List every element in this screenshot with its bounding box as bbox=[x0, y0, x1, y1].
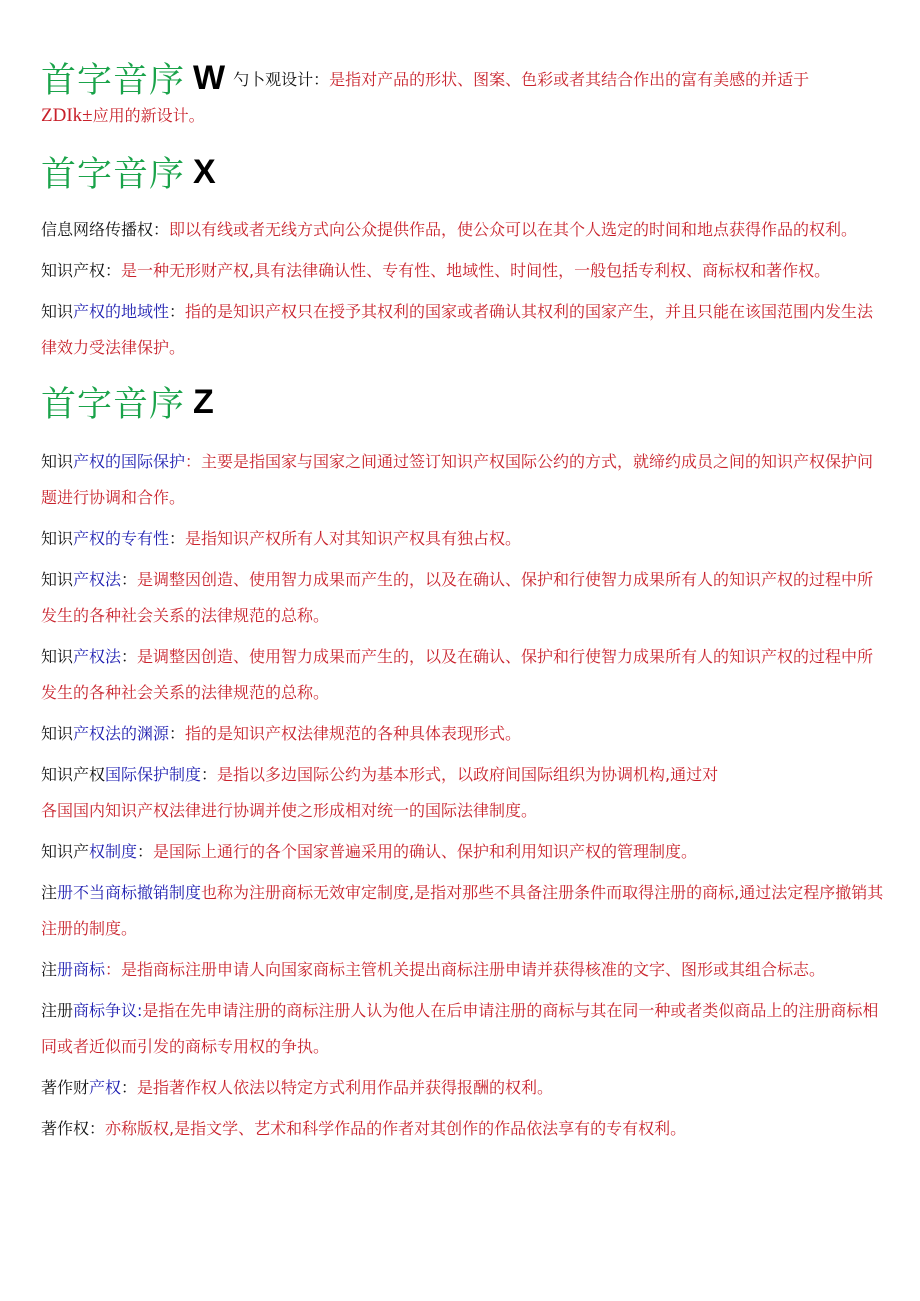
glossary-entry: 注册不当商标撤销制度也称为注册商标无效审定制度,是指对那些不具备注册条件而取得注册的商标,通过法定程序撤销其注册的制度。 bbox=[41, 883, 884, 938]
heading-letter: Z bbox=[193, 382, 214, 421]
entry-term: 产权 bbox=[89, 1078, 122, 1097]
entry-definition: 指的是知识产权法律规范的各种具体表现形式。 bbox=[185, 724, 522, 743]
entry-definition: 指的是知识产权只在授予其权利的国家或者确认其权利的国家产生，并且只能在该国范围内发生法律效力受法律保护。 bbox=[41, 302, 874, 357]
entry-term: 产权的国际保护 bbox=[73, 452, 186, 471]
section-w-heading bbox=[41, 52, 886, 104]
heading-letter: X bbox=[193, 152, 216, 191]
heading-letter: W bbox=[193, 58, 226, 97]
glossary-entry: 知识产权的专有性：是指知识产权所有人对其知识产权具有独占权。 bbox=[41, 529, 522, 548]
heading-label: 首字音序 bbox=[41, 385, 186, 425]
entry-definition: 是指对产品的形状、图案、色彩或者其结合作出的富有美感的并适于 bbox=[329, 69, 810, 89]
glossary-entry: 注册商标：是指商标注册申请人向国家商标主管机关提出商标注册申请并获得核准的文字、图形或其组合标志。 bbox=[41, 960, 826, 979]
entry-term: 信息网络传播权： bbox=[41, 220, 170, 239]
glossary-entry: 知识产权法的渊源：指的是知识产权法律规范的各种具体表现形式。 bbox=[41, 724, 522, 743]
entry-definition: 是指著作权人依法以特定方式利用作品并获得报酬的权利。 bbox=[137, 1078, 554, 1097]
glossary-entry: 知识产权法：是调整因创造、使用智力成果而产生的，以及在确认、保护和行使智力成果所有人的知识产权的过程中所发生的各种社会关系的法律规范的总称。 bbox=[41, 647, 874, 702]
entry-term: 产权的专有性 bbox=[73, 529, 170, 548]
glossary-entry: 著作权：亦称版权,是指文学、艺术和科学作品的作者对其创作的作品依法享有的专有权利。 bbox=[41, 1119, 687, 1138]
glossary-entry: 著作财产权：是指著作权人依法以特定方式利用作品并获得报酬的权利。 bbox=[41, 1078, 554, 1097]
glossary-entry bbox=[41, 212, 886, 248]
entry-term: 产权法 bbox=[73, 647, 122, 666]
entry-definition: 亦称版权,是指文学、艺术和科学作品的作者对其创作的作品依法享有的专有权利。 bbox=[105, 1119, 687, 1138]
entry-definition: 即以有线或者无线方式向公众提供作品，使公众可以在其个人选定的时间和地点获得作品的权利。 bbox=[169, 220, 858, 239]
entry-definition: 是调整因创造、使用智力成果而产生的，以及在确认、保护和行使智力成果所有人的知识产权的过程中所发生的各种社会关系的法律规范的总称。 bbox=[41, 570, 874, 625]
entry-term: 产权法的渊源 bbox=[73, 724, 170, 743]
entry-definition: 各国国内知识产权法律进行协调并使之形成相对统一的国际法律制度。 bbox=[41, 801, 538, 820]
entry-term: 国际保护制度 bbox=[105, 765, 202, 784]
entry-term: 产权的地域性 bbox=[73, 302, 170, 321]
glossary-entry: 知识产权法：是调整因创造、使用智力成果而产生的，以及在确认、保护和行使智力成果所有人的知识产权的过程中所发生的各种社会关系的法律规范的总称。 bbox=[41, 570, 874, 625]
entry-term: 商标争议 bbox=[73, 1001, 138, 1020]
glossary-entry bbox=[41, 253, 886, 289]
document-page bbox=[41, 52, 886, 1147]
entry-definition: 是调整因创造、使用智力成果而产生的，以及在确认、保护和行使智力成果所有人的知识产权的过程中所发生的各种社会关系的法律规范的总称。 bbox=[41, 647, 874, 702]
entry-definition: 也称为注册商标无效审定制度,是指对那些不具备注册条件而取得注册的商标,通过法定程序撤销其注册的制度。 bbox=[41, 883, 884, 938]
section-x-heading bbox=[41, 146, 886, 198]
glossary-entry: 知识产权的国际保护：主要是指国家与国家之间通过签订知识产权国际公约的方式，就缔约成员之间的知识产权保护问题进行协调和合作。 bbox=[41, 452, 874, 507]
heading-label: 首字音序 bbox=[41, 61, 186, 101]
entry-term: 勺卜观设计： bbox=[233, 69, 330, 89]
entry-term: 权制度 bbox=[89, 842, 138, 861]
entry-term: 知识产权： bbox=[41, 261, 122, 280]
entry-term: 产权法 bbox=[73, 570, 122, 589]
glossary-entry: 知识产权制度：是国际上通行的各个国家普遍采用的确认、保护和利用知识产权的管理制度。 bbox=[41, 842, 698, 861]
glossary-entry: 注册商标争议:是指在先申请注册的商标注册人认为他人在后申请注册的商标与其在同一种或者类似商品上的注册商标相同或者近似而引发的商标专用权的争执。 bbox=[41, 1001, 879, 1056]
section-z-heading bbox=[41, 376, 886, 428]
garbled-prefix: ZDIk± bbox=[41, 105, 93, 126]
entry-definition: 是一种无形财产权,具有法律确认性、专有性、地域性、时间性，一般包括专利权、商标权和著作权。 bbox=[121, 261, 831, 280]
entry-continuation: ZDIk±应用的新设计。 bbox=[41, 105, 205, 126]
entry-definition: 是指以多边国际公约为基本形式，以政府间国际组织为协调机构,通过对 bbox=[217, 765, 719, 784]
glossary-entry: 知识产权的地域性：指的是知识产权只在授予其权利的国家或者确认其权利的国家产生，并且只能在该国范围内发生法律效力受法律保护。 bbox=[41, 302, 874, 357]
entry-definition: 是国际上通行的各个国家普遍采用的确认、保护和利用知识产权的管理制度。 bbox=[153, 842, 698, 861]
entry-term: 著作权 bbox=[41, 1119, 90, 1138]
entry-term: 册商标 bbox=[57, 960, 106, 979]
entry-definition: 是指知识产权所有人对其知识产权具有独占权。 bbox=[185, 529, 522, 548]
entry-definition: 是指商标注册申请人向国家商标主管机关提出商标注册申请并获得核准的文字、图形或其组合标志。 bbox=[121, 960, 826, 979]
entry-definition: 主要是指国家与国家之间通过签订知识产权国际公约的方式，就缔约成员之间的知识产权保护问题进行协调和合作。 bbox=[41, 452, 874, 507]
heading-label: 首字音序 bbox=[41, 155, 186, 195]
entry-definition: 是指在先申请注册的商标注册人认为他人在后申请注册的商标与其在同一种或者类似商品上的注册商标相同或者近似而引发的商标专用权的争执。 bbox=[41, 1001, 879, 1056]
glossary-entry: 知识产权国际保护制度：是指以多边国际公约为基本形式，以政府间国际组织为协调机构,通过对 各国国内知识产权法律进行协调并使之形成相对统一的国际法律制度。 bbox=[41, 765, 719, 820]
entry-term: 册不当商标撤销制度 bbox=[57, 883, 202, 902]
